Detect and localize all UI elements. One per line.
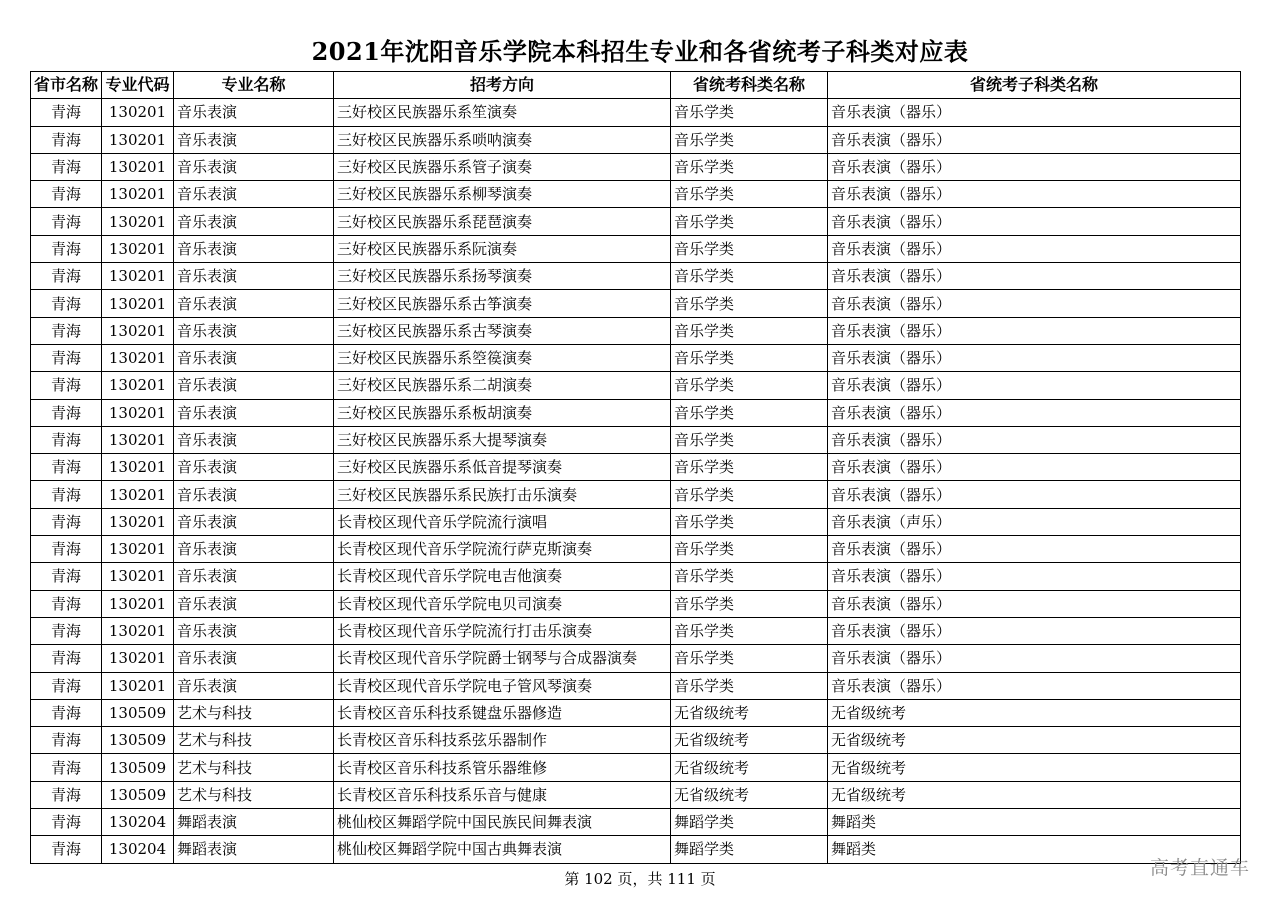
cell-major-code: 130201 xyxy=(102,399,174,426)
cell-major-code: 130204 xyxy=(102,836,174,863)
cell-province: 青海 xyxy=(31,481,102,508)
cell-major-code: 130201 xyxy=(102,617,174,644)
cell-province: 青海 xyxy=(31,672,102,699)
table-row xyxy=(31,399,1241,426)
cell-category: 音乐学类 xyxy=(671,481,828,508)
cell-category: 音乐学类 xyxy=(671,590,828,617)
cell-major-name: 音乐表演 xyxy=(174,508,334,535)
cell-direction: 长青校区音乐科技系弦乐器制作 xyxy=(334,727,671,754)
table-row xyxy=(31,235,1241,262)
cell-direction: 三好校区民族器乐系笙演奏 xyxy=(334,99,671,126)
cell-major-name: 音乐表演 xyxy=(174,344,334,371)
cell-major-code: 130201 xyxy=(102,590,174,617)
cell-province: 青海 xyxy=(31,563,102,590)
cell-province: 青海 xyxy=(31,727,102,754)
cell-major-name: 音乐表演 xyxy=(174,481,334,508)
cell-subcategory: 音乐表演（器乐） xyxy=(828,399,1241,426)
table-row xyxy=(31,290,1241,317)
cell-major-name: 音乐表演 xyxy=(174,181,334,208)
cell-major-name: 艺术与科技 xyxy=(174,727,334,754)
cell-major-code: 130201 xyxy=(102,99,174,126)
cell-major-name: 音乐表演 xyxy=(174,536,334,563)
table-row xyxy=(31,208,1241,235)
cell-major-name: 音乐表演 xyxy=(174,454,334,481)
header-major-name: 专业名称 xyxy=(174,72,334,99)
cell-direction: 三好校区民族器乐系琵琶演奏 xyxy=(334,208,671,235)
table-row xyxy=(31,536,1241,563)
cell-direction: 长青校区音乐科技系管乐器维修 xyxy=(334,754,671,781)
cell-major-name: 艺术与科技 xyxy=(174,781,334,808)
cell-province: 青海 xyxy=(31,590,102,617)
cell-major-name: 音乐表演 xyxy=(174,153,334,180)
cell-major-code: 130201 xyxy=(102,181,174,208)
cell-category: 音乐学类 xyxy=(671,508,828,535)
table-row xyxy=(31,263,1241,290)
cell-category: 音乐学类 xyxy=(671,645,828,672)
table-row xyxy=(31,508,1241,535)
cell-subcategory: 舞蹈类 xyxy=(828,836,1241,863)
table-row xyxy=(31,809,1241,836)
cell-major-code: 130201 xyxy=(102,672,174,699)
cell-province: 青海 xyxy=(31,836,102,863)
cell-subcategory: 音乐表演（器乐） xyxy=(828,563,1241,590)
table-row xyxy=(31,563,1241,590)
cell-direction: 三好校区民族器乐系古筝演奏 xyxy=(334,290,671,317)
watermark-text: 高考直通车 xyxy=(1149,857,1250,879)
cell-subcategory: 音乐表演（器乐） xyxy=(828,181,1241,208)
table-row xyxy=(31,344,1241,371)
cell-direction: 长青校区现代音乐学院电子管风琴演奏 xyxy=(334,672,671,699)
cell-direction: 桃仙校区舞蹈学院中国古典舞表演 xyxy=(334,836,671,863)
cell-province: 青海 xyxy=(31,645,102,672)
cell-major-name: 音乐表演 xyxy=(174,645,334,672)
cell-subcategory: 音乐表演（器乐） xyxy=(828,99,1241,126)
cell-major-code: 130201 xyxy=(102,344,174,371)
cell-direction: 三好校区民族器乐系大提琴演奏 xyxy=(334,426,671,453)
cell-direction: 长青校区音乐科技系键盘乐器修造 xyxy=(334,699,671,726)
cell-category: 音乐学类 xyxy=(671,317,828,344)
cell-subcategory: 音乐表演（器乐） xyxy=(828,153,1241,180)
cell-category: 音乐学类 xyxy=(671,181,828,208)
cell-province: 青海 xyxy=(31,317,102,344)
cell-major-code: 130201 xyxy=(102,454,174,481)
header-subcategory: 省统考子科类名称 xyxy=(828,72,1241,99)
cell-province: 青海 xyxy=(31,536,102,563)
cell-province: 青海 xyxy=(31,181,102,208)
cell-category: 音乐学类 xyxy=(671,290,828,317)
cell-category: 音乐学类 xyxy=(671,153,828,180)
cell-category: 音乐学类 xyxy=(671,344,828,371)
cell-direction: 长青校区音乐科技系乐音与健康 xyxy=(334,781,671,808)
cell-subcategory: 音乐表演（器乐） xyxy=(828,235,1241,262)
table-row xyxy=(31,672,1241,699)
cell-category: 音乐学类 xyxy=(671,235,828,262)
cell-category: 音乐学类 xyxy=(671,617,828,644)
cell-direction: 三好校区民族器乐系板胡演奏 xyxy=(334,399,671,426)
cell-category: 音乐学类 xyxy=(671,263,828,290)
cell-category: 音乐学类 xyxy=(671,536,828,563)
cell-major-name: 音乐表演 xyxy=(174,208,334,235)
cell-subcategory: 音乐表演（器乐） xyxy=(828,208,1241,235)
cell-major-name: 音乐表演 xyxy=(174,672,334,699)
cell-category: 无省级统考 xyxy=(671,754,828,781)
cell-subcategory: 舞蹈类 xyxy=(828,809,1241,836)
cell-direction: 三好校区民族器乐系柳琴演奏 xyxy=(334,181,671,208)
table-row xyxy=(31,372,1241,399)
cell-category: 音乐学类 xyxy=(671,208,828,235)
cell-major-name: 音乐表演 xyxy=(174,563,334,590)
header-province: 省市名称 xyxy=(31,72,102,99)
enrollment-table xyxy=(30,71,1241,864)
cell-subcategory: 音乐表演（器乐） xyxy=(828,290,1241,317)
cell-subcategory: 音乐表演（器乐） xyxy=(828,481,1241,508)
cell-province: 青海 xyxy=(31,809,102,836)
cell-subcategory: 音乐表演（器乐） xyxy=(828,672,1241,699)
cell-category: 无省级统考 xyxy=(671,781,828,808)
cell-province: 青海 xyxy=(31,699,102,726)
cell-major-code: 130201 xyxy=(102,208,174,235)
cell-province: 青海 xyxy=(31,208,102,235)
table-row xyxy=(31,617,1241,644)
cell-subcategory: 音乐表演（器乐） xyxy=(828,617,1241,644)
cell-category: 舞蹈学类 xyxy=(671,836,828,863)
table-row xyxy=(31,153,1241,180)
table-row xyxy=(31,590,1241,617)
cell-subcategory: 音乐表演（声乐） xyxy=(828,508,1241,535)
cell-major-code: 130201 xyxy=(102,372,174,399)
cell-direction: 长青校区现代音乐学院电吉他演奏 xyxy=(334,563,671,590)
cell-province: 青海 xyxy=(31,99,102,126)
cell-direction: 长青校区现代音乐学院流行演唱 xyxy=(334,508,671,535)
cell-direction: 三好校区民族器乐系阮演奏 xyxy=(334,235,671,262)
cell-category: 无省级统考 xyxy=(671,727,828,754)
cell-direction: 长青校区现代音乐学院流行打击乐演奏 xyxy=(334,617,671,644)
cell-direction: 三好校区民族器乐系管子演奏 xyxy=(334,153,671,180)
cell-major-name: 舞蹈表演 xyxy=(174,836,334,863)
cell-direction: 长青校区现代音乐学院爵士钢琴与合成器演奏 xyxy=(334,645,671,672)
cell-direction: 桃仙校区舞蹈学院中国民族民间舞表演 xyxy=(334,809,671,836)
cell-major-code: 130201 xyxy=(102,563,174,590)
cell-subcategory: 音乐表演（器乐） xyxy=(828,590,1241,617)
cell-category: 音乐学类 xyxy=(671,99,828,126)
cell-province: 青海 xyxy=(31,426,102,453)
cell-subcategory: 音乐表演（器乐） xyxy=(828,317,1241,344)
cell-major-code: 130509 xyxy=(102,754,174,781)
cell-major-code: 130509 xyxy=(102,781,174,808)
table-row xyxy=(31,126,1241,153)
cell-category: 音乐学类 xyxy=(671,372,828,399)
cell-direction: 三好校区民族器乐系古琴演奏 xyxy=(334,317,671,344)
cell-direction: 三好校区民族器乐系唢呐演奏 xyxy=(334,126,671,153)
header-direction: 招考方向 xyxy=(334,72,671,99)
cell-category: 音乐学类 xyxy=(671,454,828,481)
cell-province: 青海 xyxy=(31,781,102,808)
cell-major-name: 音乐表演 xyxy=(174,99,334,126)
cell-category: 音乐学类 xyxy=(671,426,828,453)
cell-subcategory: 音乐表演（器乐） xyxy=(828,426,1241,453)
cell-subcategory: 音乐表演（器乐） xyxy=(828,372,1241,399)
cell-subcategory: 无省级统考 xyxy=(828,754,1241,781)
cell-category: 音乐学类 xyxy=(671,399,828,426)
cell-province: 青海 xyxy=(31,508,102,535)
cell-category: 舞蹈学类 xyxy=(671,809,828,836)
cell-province: 青海 xyxy=(31,617,102,644)
table-row xyxy=(31,836,1241,863)
cell-major-name: 音乐表演 xyxy=(174,126,334,153)
table-row xyxy=(31,645,1241,672)
cell-direction: 三好校区民族器乐系二胡演奏 xyxy=(334,372,671,399)
table-row xyxy=(31,454,1241,481)
cell-province: 青海 xyxy=(31,754,102,781)
cell-major-name: 音乐表演 xyxy=(174,399,334,426)
cell-direction: 三好校区民族器乐系低音提琴演奏 xyxy=(334,454,671,481)
cell-major-code: 130509 xyxy=(102,727,174,754)
cell-province: 青海 xyxy=(31,399,102,426)
header-major-code: 专业代码 xyxy=(102,72,174,99)
cell-subcategory: 音乐表演（器乐） xyxy=(828,645,1241,672)
cell-province: 青海 xyxy=(31,344,102,371)
cell-major-code: 130204 xyxy=(102,809,174,836)
cell-major-code: 130201 xyxy=(102,126,174,153)
cell-direction: 三好校区民族器乐系扬琴演奏 xyxy=(334,263,671,290)
table-row xyxy=(31,317,1241,344)
table-row xyxy=(31,781,1241,808)
cell-category: 音乐学类 xyxy=(671,672,828,699)
cell-major-code: 130509 xyxy=(102,699,174,726)
cell-direction: 三好校区民族器乐系民族打击乐演奏 xyxy=(334,481,671,508)
table-row xyxy=(31,426,1241,453)
cell-major-code: 130201 xyxy=(102,426,174,453)
cell-category: 音乐学类 xyxy=(671,126,828,153)
cell-major-code: 130201 xyxy=(102,536,174,563)
cell-major-code: 130201 xyxy=(102,263,174,290)
cell-major-name: 音乐表演 xyxy=(174,317,334,344)
table-row xyxy=(31,181,1241,208)
cell-province: 青海 xyxy=(31,153,102,180)
cell-province: 青海 xyxy=(31,454,102,481)
cell-province: 青海 xyxy=(31,263,102,290)
cell-major-name: 舞蹈表演 xyxy=(174,809,334,836)
cell-major-name: 音乐表演 xyxy=(174,426,334,453)
cell-province: 青海 xyxy=(31,235,102,262)
cell-province: 青海 xyxy=(31,126,102,153)
page-footer: 第 102 页，共 111 页 xyxy=(564,870,716,888)
table-row xyxy=(31,481,1241,508)
cell-major-name: 音乐表演 xyxy=(174,235,334,262)
cell-subcategory: 无省级统考 xyxy=(828,781,1241,808)
table-row xyxy=(31,699,1241,726)
cell-subcategory: 无省级统考 xyxy=(828,699,1241,726)
cell-major-name: 艺术与科技 xyxy=(174,754,334,781)
cell-direction: 长青校区现代音乐学院流行萨克斯演奏 xyxy=(334,536,671,563)
cell-major-code: 130201 xyxy=(102,317,174,344)
cell-subcategory: 音乐表演（器乐） xyxy=(828,126,1241,153)
cell-major-name: 音乐表演 xyxy=(174,263,334,290)
table-header-row xyxy=(31,72,1241,99)
cell-major-name: 音乐表演 xyxy=(174,372,334,399)
cell-major-name: 艺术与科技 xyxy=(174,699,334,726)
table-row xyxy=(31,727,1241,754)
cell-province: 青海 xyxy=(31,372,102,399)
table-row xyxy=(31,99,1241,126)
cell-province: 青海 xyxy=(31,290,102,317)
cell-subcategory: 音乐表演（器乐） xyxy=(828,344,1241,371)
cell-major-name: 音乐表演 xyxy=(174,290,334,317)
cell-major-code: 130201 xyxy=(102,153,174,180)
cell-subcategory: 无省级统考 xyxy=(828,727,1241,754)
header-category: 省统考科类名称 xyxy=(671,72,828,99)
cell-subcategory: 音乐表演（器乐） xyxy=(828,536,1241,563)
cell-direction: 长青校区现代音乐学院电贝司演奏 xyxy=(334,590,671,617)
table-body xyxy=(31,99,1241,863)
cell-major-code: 130201 xyxy=(102,481,174,508)
page-title: 2021年沈阳音乐学院本科招生专业和各省统考子科类对应表 xyxy=(311,37,969,66)
cell-major-code: 130201 xyxy=(102,508,174,535)
cell-subcategory: 音乐表演（器乐） xyxy=(828,454,1241,481)
cell-category: 音乐学类 xyxy=(671,563,828,590)
cell-major-code: 130201 xyxy=(102,290,174,317)
cell-major-code: 130201 xyxy=(102,645,174,672)
table-row xyxy=(31,754,1241,781)
cell-category: 无省级统考 xyxy=(671,699,828,726)
cell-major-name: 音乐表演 xyxy=(174,590,334,617)
cell-major-code: 130201 xyxy=(102,235,174,262)
cell-subcategory: 音乐表演（器乐） xyxy=(828,263,1241,290)
cell-direction: 三好校区民族器乐系箜篌演奏 xyxy=(334,344,671,371)
cell-major-name: 音乐表演 xyxy=(174,617,334,644)
